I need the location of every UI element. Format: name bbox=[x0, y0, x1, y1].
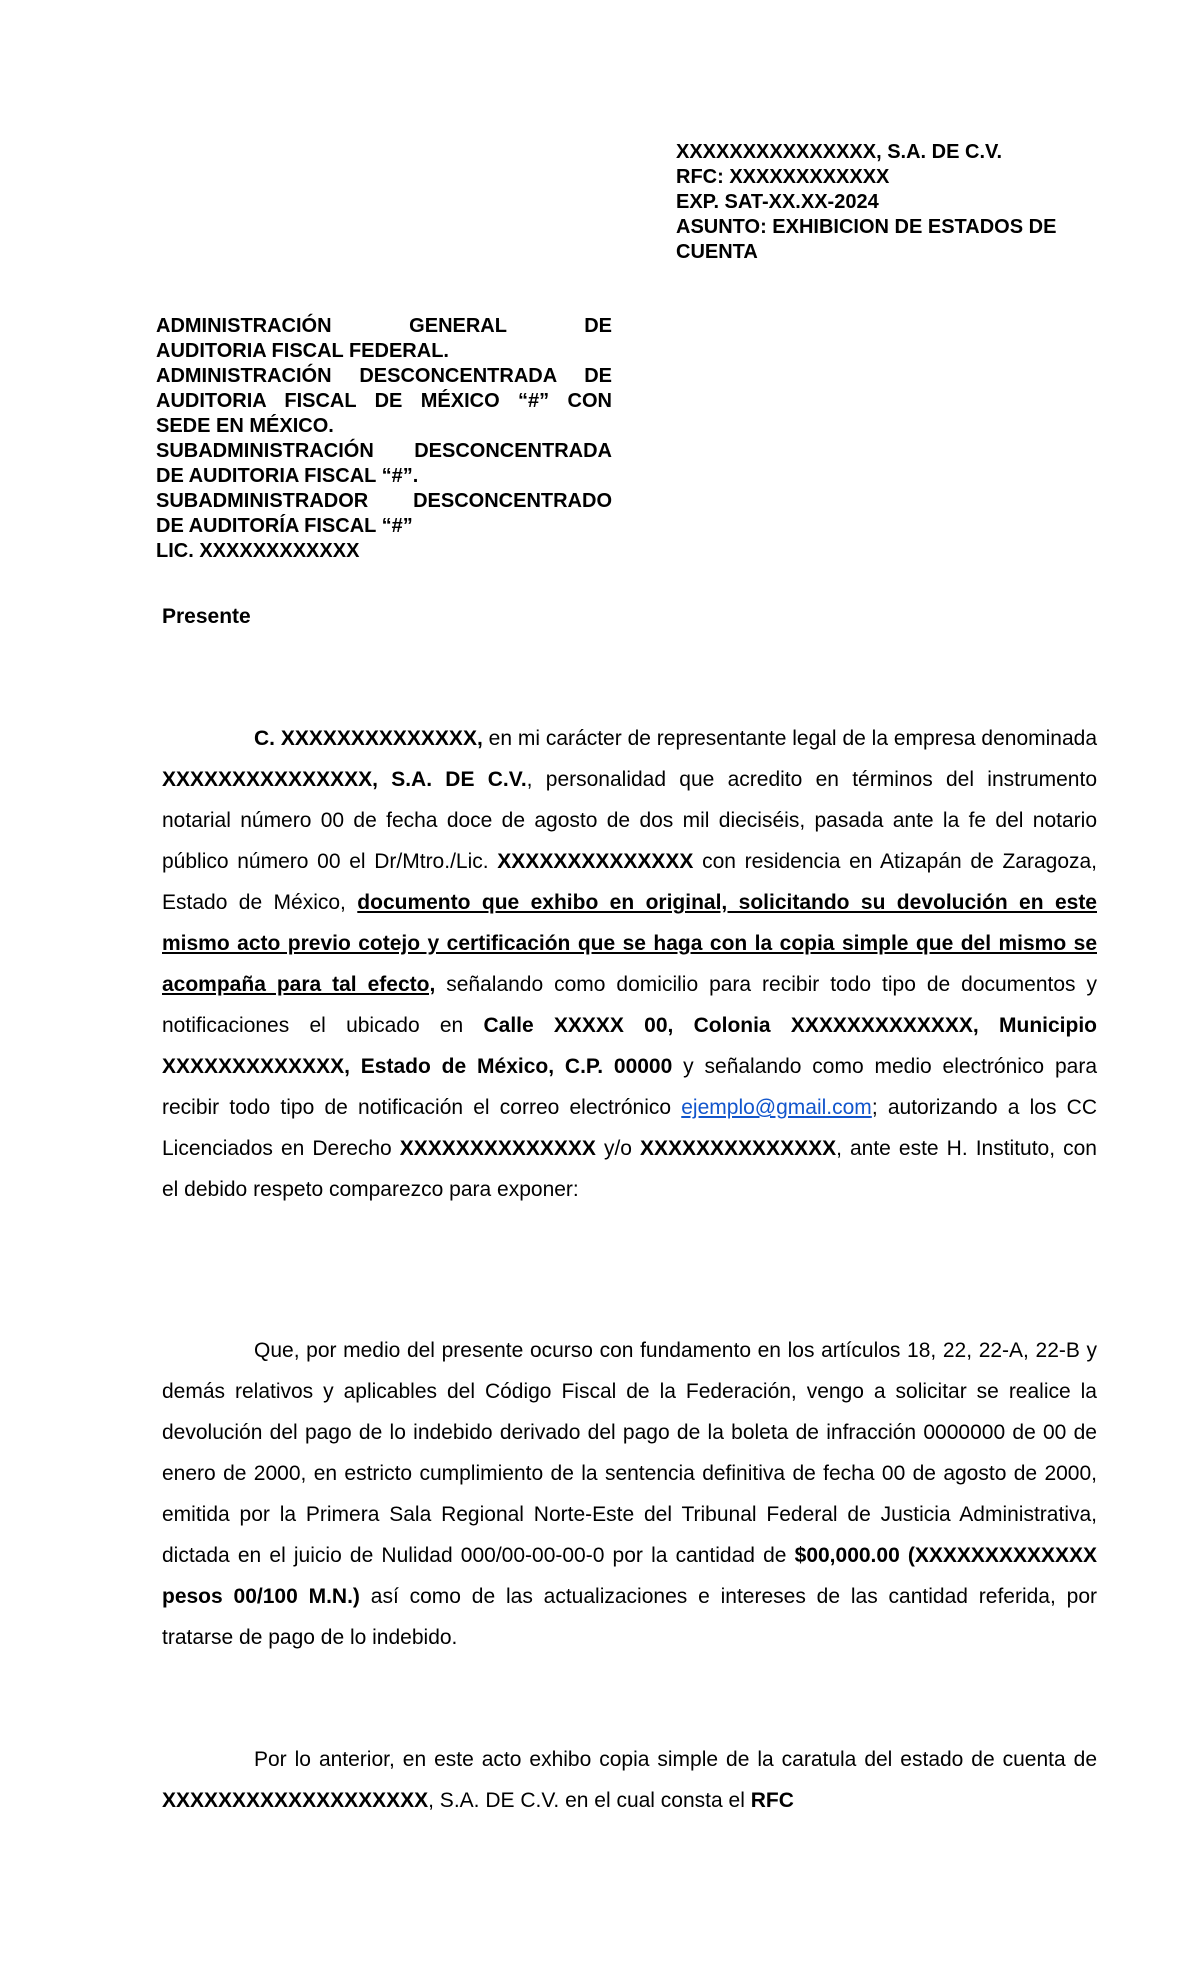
amount: $00,000.00 (XXXXXXXXXXXXX pesos 00/100 M.N.) bbox=[162, 1544, 1097, 1608]
paragraph-text: , S.A. DE C.V. en el cual consta el bbox=[428, 1789, 751, 1812]
paragraph-text: Que, por medio del presente ocurso con fundamento en los artículos 18, 22, 22-A, 22-B y demás relativos y aplicables del Código Fiscal de la Federación, vengo a solicitar se realice la devolución del pago de lo indebido derivado del pago de la boleta de infracción 0000000 de 00 de enero de 2000, en estricto cumplimiento de la sentencia definitiva de fecha 00 de agosto de 2000, emitida por la Primera Sala Regional Norte-Este del Tribunal Federal de Justicia Administrativa, dictada en el juicio de Nulidad 000/00-00-00-0 por la cantidad de bbox=[162, 1339, 1097, 1567]
paragraph-exhibit bbox=[162, 1739, 1097, 1821]
addressee-line: DE AUDITORÍA FISCAL “#” bbox=[156, 515, 413, 537]
rfc-line: RFC: XXXXXXXXXXXX bbox=[676, 166, 890, 188]
addressee-line: ADMINISTRACIÓN GENERAL DE bbox=[156, 315, 612, 337]
paragraph-text: y/o bbox=[595, 1137, 640, 1160]
company-name: XXXXXXXXXXXXXXX, S.A. DE C.V. bbox=[676, 141, 1003, 163]
paragraph-request bbox=[162, 1330, 1097, 1658]
underlined-statement: documento que exhibo en original, solicitando su devolución en este mismo acto previo cotejo y certificación que se haga con la copia simple que del mismo se acompaña para tal efecto, bbox=[162, 891, 1097, 996]
paragraph-text: señalando como domicilio para recibir todo tipo de documentos y notificaciones el ubicado en bbox=[162, 973, 1097, 1037]
paragraph-text: y señalando como medio electrónico para recibir todo tipo de notificación el correo electrónico bbox=[162, 1055, 1097, 1119]
paragraph-text: Por lo anterior, en este acto exhibo copia simple de la caratula del estado de cuenta de bbox=[254, 1748, 1097, 1771]
paragraph-text: ; autorizando a los CC Licenciados en Derecho bbox=[162, 1096, 1097, 1160]
addressee-line: SUBADMINISTRADOR DESCONCENTRADO bbox=[156, 490, 612, 512]
addressee-line: ADMINISTRACIÓN DESCONCENTRADA DE bbox=[156, 365, 612, 387]
paragraph-representation bbox=[162, 718, 1097, 1210]
expediente-line: EXP. SAT-XX.XX-2024 bbox=[676, 191, 879, 213]
notary-name: XXXXXXXXXXXXXX bbox=[497, 850, 694, 873]
paragraph-text: , ante este H. Instituto, con el debido respeto comparezco para exponer: bbox=[162, 1137, 1097, 1201]
addressee-line: AUDITORIA FISCAL DE MÉXICO “#” CON bbox=[156, 390, 612, 412]
paragraph-text: con residencia en Atizapán de Zaragoza, Estado de México, bbox=[162, 850, 1098, 914]
addressee-line: SUBADMINISTRACIÓN DESCONCENTRADA bbox=[156, 440, 612, 462]
paragraph-text: así como de las actualizaciones e intereses de las cantidad referida, por tratarse de pago de lo indebido. bbox=[162, 1585, 1097, 1649]
addressee-line: SEDE EN MÉXICO. bbox=[156, 415, 334, 437]
addressee-block bbox=[156, 314, 612, 564]
lawyer-name: XXXXXXXXXXXXXX bbox=[640, 1137, 837, 1160]
lawyer-name: XXXXXXXXXXXXXX bbox=[399, 1137, 596, 1160]
asunto-line-continued: CUENTA bbox=[676, 241, 758, 263]
paragraph-text: , personalidad que acredito en términos del instrumento notarial número 00 de fecha doce de agosto de dos mil dieciséis, pasada ante la fe del notario público número 00 el Dr/Mtro./Lic. bbox=[162, 768, 1097, 873]
company-name-inline: XXXXXXXXXXXXXXX, S.A. DE C.V. bbox=[162, 768, 527, 791]
email-link[interactable]: ejemplo@gmail.com bbox=[681, 1096, 872, 1119]
asunto-line: ASUNTO: EXHIBICION DE ESTADOS DE bbox=[676, 216, 1057, 238]
company-name-inline: XXXXXXXXXXXXXXXXXXX bbox=[162, 1789, 429, 1812]
addressee-line: DE AUDITORIA FISCAL “#”. bbox=[156, 465, 419, 487]
salutation: Presente bbox=[162, 605, 251, 628]
representative-name: C. XXXXXXXXXXXXXX, bbox=[254, 727, 483, 750]
paragraph-text: en mi carácter de representante legal de la empresa denominada bbox=[482, 727, 1098, 750]
addressee-line: LIC. XXXXXXXXXXXX bbox=[156, 540, 360, 562]
domicile-address: Calle XXXXX 00, Colonia XXXXXXXXXXXXX, Municipio XXXXXXXXXXXXX, Estado de México, C.P. 00000 bbox=[162, 1014, 1097, 1078]
addressee-line: AUDITORIA FISCAL FEDERAL. bbox=[156, 340, 449, 362]
document-header bbox=[676, 140, 1100, 265]
rfc-label: RFC bbox=[750, 1789, 794, 1812]
